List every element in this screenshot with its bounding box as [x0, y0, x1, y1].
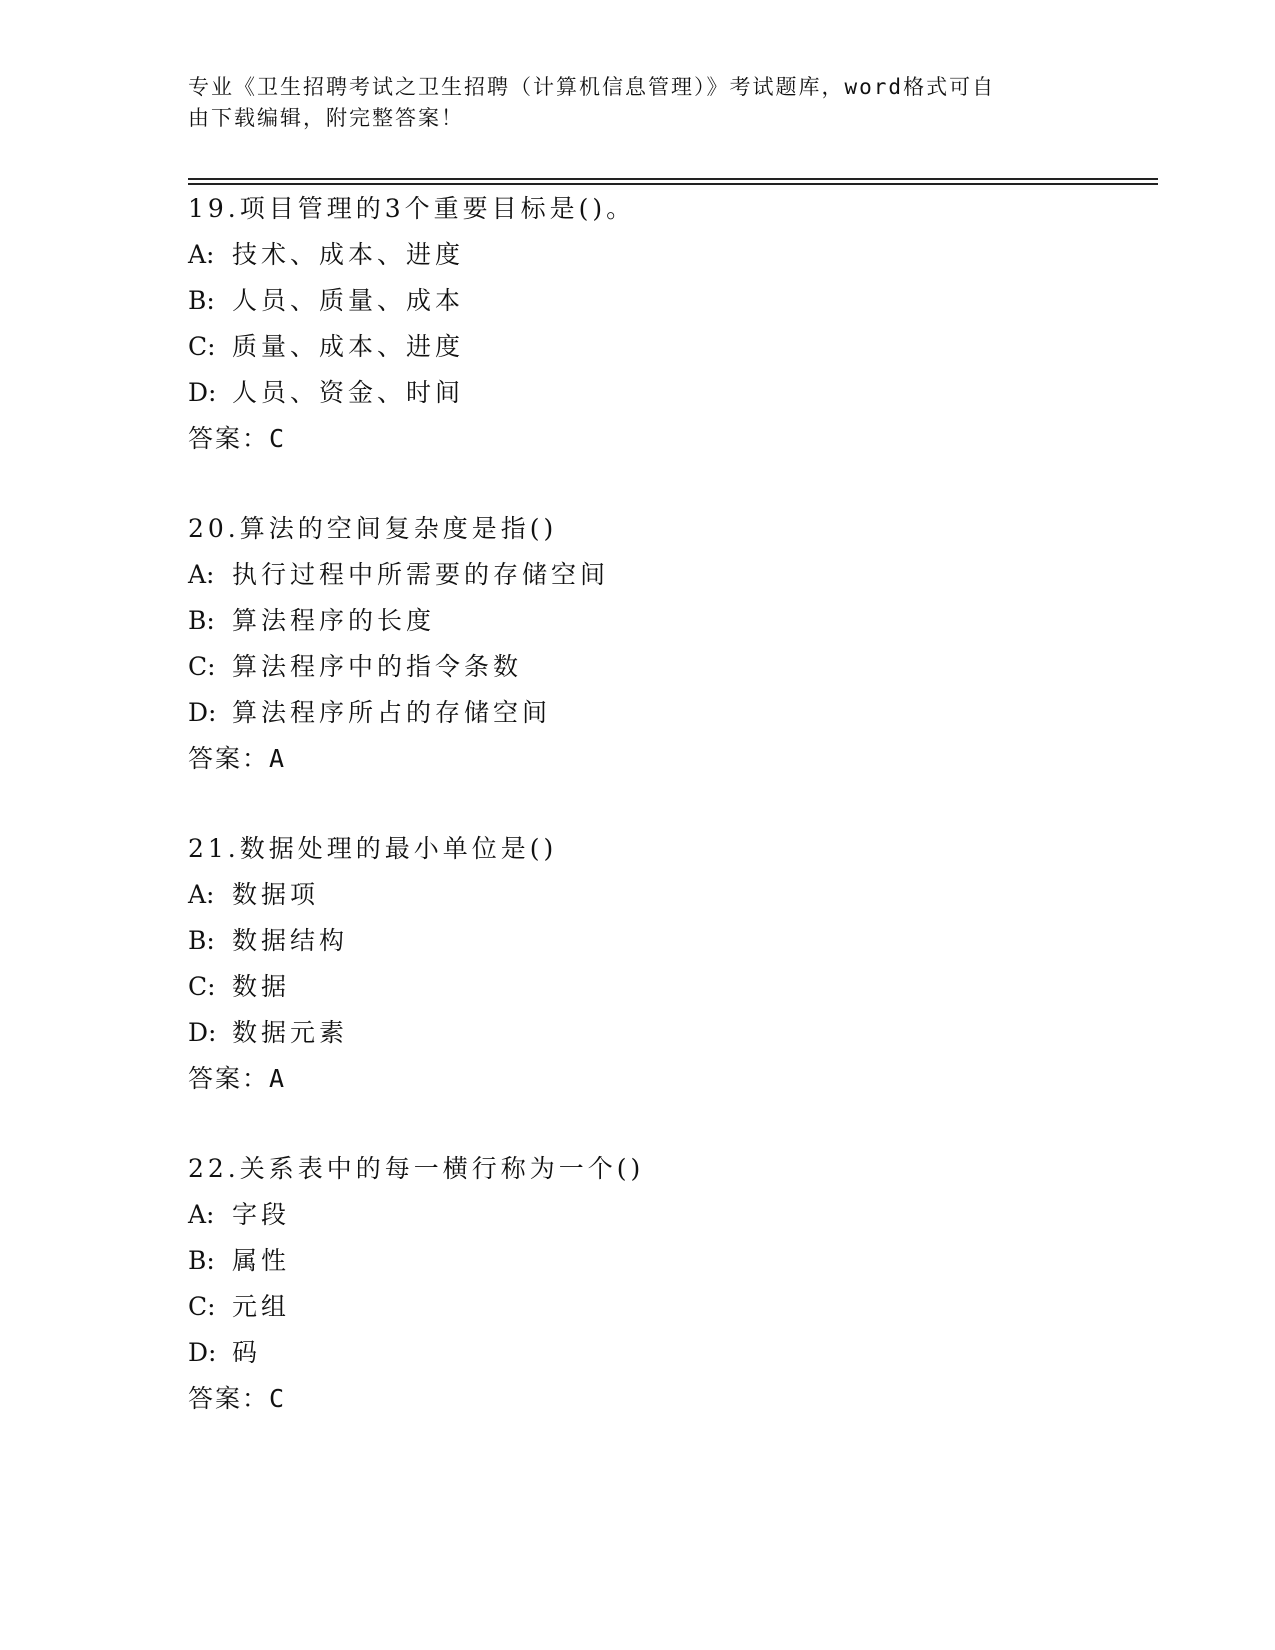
option-text: 字段	[232, 1200, 291, 1229]
option-b	[188, 278, 1148, 324]
question-21	[188, 826, 1148, 1102]
document-header	[188, 72, 1088, 134]
option-a	[188, 872, 1148, 918]
option-key: B:	[188, 606, 215, 635]
option-text: 属性	[232, 1246, 291, 1275]
option-text: 人员、质量、成本	[232, 286, 465, 315]
option-b	[188, 918, 1148, 964]
header-line-2: 由下载编辑，附完整答案！	[188, 106, 464, 130]
answer-label: 答案：	[188, 1384, 270, 1413]
option-key: B:	[188, 926, 215, 955]
answer-line	[188, 1376, 1148, 1422]
question-22	[188, 1146, 1148, 1422]
option-key: D:	[188, 698, 217, 727]
option-b	[188, 598, 1148, 644]
option-key: C:	[188, 332, 216, 361]
option-c	[188, 324, 1148, 370]
question-stem: 21.数据处理的最小单位是()	[188, 834, 558, 863]
option-key: C:	[188, 1292, 216, 1321]
answer-line	[188, 1056, 1148, 1102]
option-d	[188, 690, 1148, 736]
option-d	[188, 370, 1148, 416]
question-stem: 22.关系表中的每一横行称为一个()	[188, 1154, 645, 1183]
option-text: 数据项	[232, 880, 320, 909]
answer-value: A	[269, 744, 287, 773]
option-b	[188, 1238, 1148, 1284]
option-key: A:	[188, 1200, 215, 1229]
option-text: 算法程序所占的存储空间	[232, 698, 552, 727]
answer-line	[188, 736, 1148, 782]
option-text: 人员、资金、时间	[232, 378, 465, 407]
option-c	[188, 1284, 1148, 1330]
answer-label: 答案：	[188, 424, 270, 453]
option-a	[188, 1192, 1148, 1238]
option-key: A:	[188, 560, 215, 589]
answer-value: A	[269, 1064, 287, 1093]
option-text: 数据结构	[232, 926, 349, 955]
answer-label: 答案：	[188, 1064, 270, 1093]
option-key: D:	[188, 1018, 217, 1047]
header-line-1: 专业《卫生招聘考试之卫生招聘（计算机信息管理）》考试题库，word格式可自	[188, 75, 996, 99]
option-key: B:	[188, 1246, 215, 1275]
answer-line	[188, 416, 1148, 462]
option-c	[188, 644, 1148, 690]
option-key: A:	[188, 880, 215, 909]
option-text: 码	[232, 1338, 262, 1367]
option-text: 执行过程中所需要的存储空间	[232, 560, 610, 589]
option-text: 算法程序的长度	[232, 606, 436, 635]
option-key: A:	[188, 240, 215, 269]
option-text: 数据	[232, 972, 291, 1001]
option-text: 质量、成本、进度	[232, 332, 465, 361]
option-d	[188, 1010, 1148, 1056]
answer-value: C	[269, 424, 287, 453]
option-key: B:	[188, 286, 215, 315]
option-text: 技术、成本、进度	[232, 240, 465, 269]
option-key: D:	[188, 378, 217, 407]
answer-value: C	[269, 1384, 287, 1413]
question-stem: 20.算法的空间复杂度是指()	[188, 514, 558, 543]
option-c	[188, 964, 1148, 1010]
question-stem: 19.项目管理的3个重要目标是()。	[188, 194, 636, 223]
option-key: D:	[188, 1338, 217, 1367]
option-d	[188, 1330, 1148, 1376]
option-text: 元组	[232, 1292, 291, 1321]
option-a	[188, 552, 1148, 598]
question-20	[188, 506, 1148, 782]
header-divider-top	[188, 178, 1158, 180]
header-divider-bottom	[188, 183, 1158, 185]
option-text: 数据元素	[232, 1018, 349, 1047]
option-key: C:	[188, 972, 216, 1001]
option-key: C:	[188, 652, 216, 681]
option-a	[188, 232, 1148, 278]
answer-label: 答案：	[188, 744, 270, 773]
option-text: 算法程序中的指令条数	[232, 652, 523, 681]
question-19	[188, 186, 1148, 462]
